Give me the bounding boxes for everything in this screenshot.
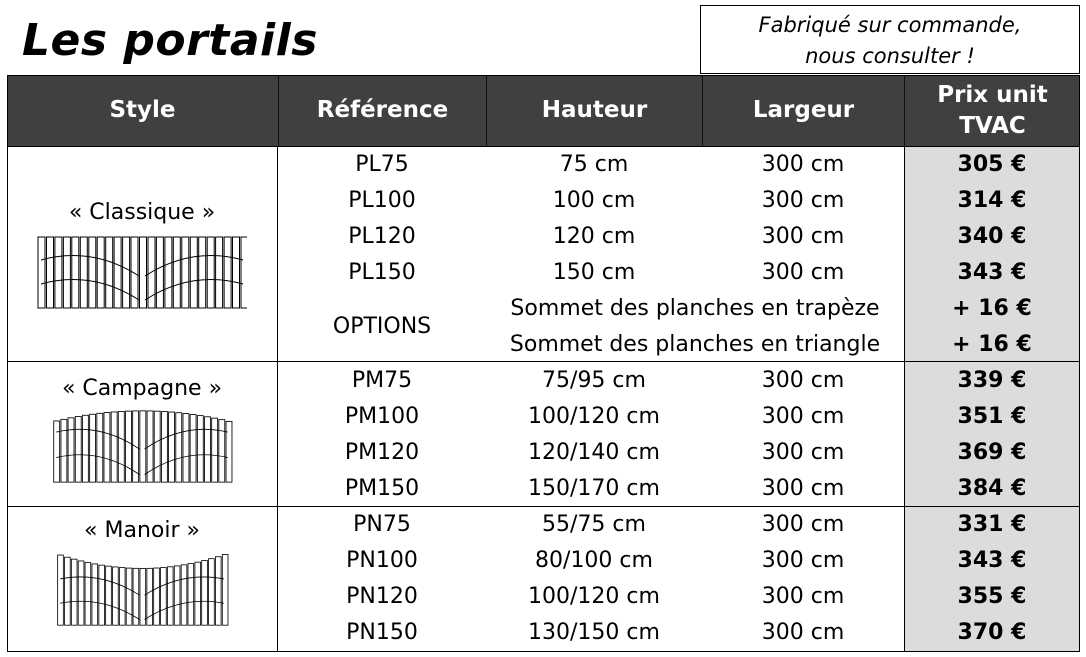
header-prix-line-1: Prix unit [937, 81, 1048, 108]
cell-hauteur: 130/150 cm [528, 620, 660, 645]
cell-reference: PN75 [353, 512, 411, 537]
order-note-line-2: nous consulter ! [805, 44, 975, 68]
cell-reference: PL75 [355, 152, 409, 177]
style-label-campagne: « Campagne » [61, 376, 223, 401]
page-title: Les portails [22, 15, 318, 66]
order-note-line-1: Fabriqué sur commande, [758, 13, 1022, 37]
cell-hauteur: 100/120 cm [528, 584, 660, 609]
cell-largeur: 300 cm [761, 584, 845, 609]
gate-campagne-drawing [37, 410, 247, 483]
cell-reference: PN150 [346, 620, 418, 645]
cell-prix: 314 € [957, 188, 1027, 213]
cell-hauteur: 150 cm [552, 260, 636, 285]
cell-largeur: 300 cm [761, 548, 845, 573]
style-label-manoir: « Manoir » [84, 518, 200, 543]
divider [7, 146, 1080, 147]
cell-reference: PN120 [346, 584, 418, 609]
cell-prix: 305 € [957, 152, 1027, 177]
cell-reference: PM100 [344, 404, 420, 429]
cell-reference: PN100 [346, 548, 418, 573]
cell-reference: PM75 [351, 368, 413, 393]
cell-largeur: 300 cm [761, 404, 845, 429]
cell-prix: 369 € [957, 440, 1027, 465]
cell-prix: 343 € [957, 260, 1027, 285]
divider [7, 361, 1080, 362]
cell-largeur: 300 cm [761, 440, 845, 465]
cell-largeur: 300 cm [761, 512, 845, 537]
cell-largeur: 300 cm [761, 224, 845, 249]
option-price: + 16 € [952, 332, 1032, 357]
header-reference: Référence [278, 75, 486, 146]
cell-prix: 340 € [957, 224, 1027, 249]
header-largeur: Largeur [702, 75, 904, 146]
table-header [7, 75, 1080, 146]
cell-largeur: 300 cm [761, 620, 845, 645]
gate-manoir-drawing [37, 553, 247, 626]
order-note [700, 5, 1080, 74]
cell-hauteur: 120 cm [552, 224, 636, 249]
cell-hauteur: 100 cm [552, 188, 636, 213]
cell-reference: PM150 [344, 476, 420, 501]
cell-reference: PL100 [348, 188, 416, 213]
cell-largeur: 300 cm [761, 188, 845, 213]
options-label: OPTIONS [332, 314, 432, 339]
cell-hauteur: 80/100 cm [535, 548, 653, 573]
gate-classique-drawing [37, 236, 247, 309]
cell-hauteur: 55/75 cm [542, 512, 646, 537]
cell-prix: 351 € [957, 404, 1027, 429]
cell-largeur: 300 cm [761, 152, 845, 177]
cell-largeur: 300 cm [761, 476, 845, 501]
cell-prix: 384 € [957, 476, 1027, 501]
header-prix-line-2: TVAC [959, 112, 1026, 139]
style-label-classique: « Classique » [68, 200, 216, 225]
cell-hauteur: 75/95 cm [542, 368, 646, 393]
divider [904, 146, 905, 651]
cell-prix: 331 € [957, 512, 1027, 537]
header-hauteur: Hauteur [486, 75, 702, 146]
divider [7, 506, 1080, 507]
header-style: Style [109, 97, 176, 123]
cell-reference: PL150 [348, 260, 416, 285]
cell-hauteur: 75 cm [559, 152, 629, 177]
cell-prix: 370 € [957, 620, 1027, 645]
cell-prix: 339 € [957, 368, 1027, 393]
cell-prix: 355 € [957, 584, 1027, 609]
cell-hauteur: 120/140 cm [528, 440, 660, 465]
option-price: + 16 € [952, 296, 1032, 321]
option-description: Sommet des planches en trapèze [510, 296, 880, 321]
cell-reference: PM120 [344, 440, 420, 465]
cell-hauteur: 150/170 cm [528, 476, 660, 501]
option-description: Sommet des planches en triangle [509, 332, 881, 357]
divider [277, 146, 278, 651]
cell-hauteur: 100/120 cm [528, 404, 660, 429]
cell-largeur: 300 cm [761, 368, 845, 393]
cell-largeur: 300 cm [761, 260, 845, 285]
cell-prix: 343 € [957, 548, 1027, 573]
header-prix [904, 75, 1080, 146]
cell-reference: PL120 [348, 224, 416, 249]
